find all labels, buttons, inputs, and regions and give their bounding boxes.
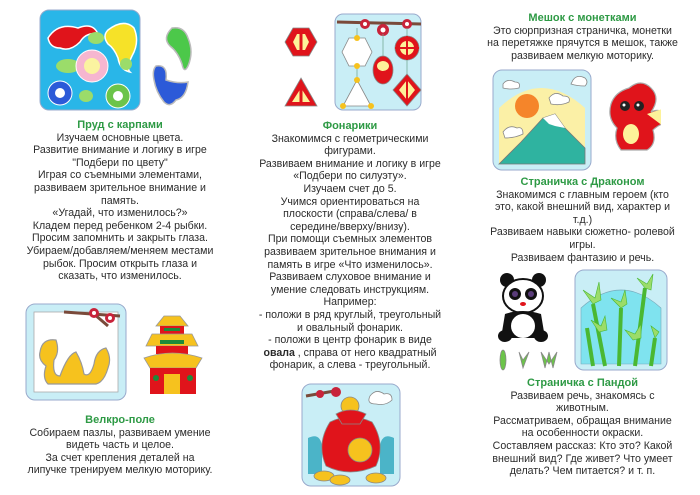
panda-text: Составляем рассказ: Кто это? Какой bbox=[492, 439, 673, 452]
lanterns-text: и овальный фонарик. bbox=[297, 321, 403, 334]
coins-text: развиваем мелкую моторику. bbox=[511, 49, 654, 62]
lanterns-text: Изучаем счет до 5. bbox=[303, 182, 397, 195]
pond-text: Просим запомнить и закрыть глаза. bbox=[32, 232, 208, 245]
coins-text: Это сюрпризная страничка, монетки bbox=[493, 24, 672, 37]
lanterns-text: Знакомимся с геометрическими bbox=[271, 132, 429, 145]
column-middle bbox=[235, 0, 465, 495]
lanterns-section bbox=[235, 120, 465, 372]
dragon-text: Развиваем навыки сюжетно- ролевой bbox=[490, 226, 675, 239]
velcro-text: За счет крепления деталей на bbox=[45, 451, 195, 464]
dragon-text: это, какой внешний вид, характер и bbox=[494, 201, 671, 214]
dragon-page-illustration bbox=[491, 68, 661, 174]
panda-text: делать? Чем питается? и т. п. bbox=[509, 465, 656, 478]
pond-text: рыбок. Просим открыть глаза и bbox=[43, 257, 197, 270]
pond-text: Играя со съемными элементами, bbox=[38, 169, 202, 182]
panda-text: животным. bbox=[556, 402, 609, 415]
coins-section bbox=[465, 12, 700, 62]
column-right bbox=[465, 0, 700, 495]
panda-text: Рассматриваем, обращая внимание bbox=[493, 414, 672, 427]
pond-title: Пруд с карпами bbox=[77, 119, 163, 131]
pond-text: Изучаем основные цвета. bbox=[56, 131, 184, 144]
lanterns-text-mixed bbox=[235, 347, 465, 360]
coins-text: на перетяжке прячутся в мешок, также bbox=[487, 37, 678, 50]
dragon-text: Развиваем фантазию и речь. bbox=[510, 251, 655, 264]
oval-emphasis: овала bbox=[263, 346, 295, 359]
pond-text: Убираем/добавляем/меняем местами bbox=[26, 244, 214, 257]
lanterns-text: умение следовать инструкциям. bbox=[270, 283, 430, 296]
pond-text: "Подбери по цвету" bbox=[72, 156, 168, 169]
pond-text: развиваем зрительное внимание и bbox=[34, 181, 206, 194]
lanterns-text: , справа от него квадратный bbox=[294, 346, 437, 359]
panda-title: Страничка с Пандой bbox=[527, 377, 638, 389]
lanterns-text: «Подбери по силуэту». bbox=[293, 170, 407, 183]
lanterns-text: Учимся ориентироваться на bbox=[280, 195, 420, 208]
pond-illustration bbox=[38, 8, 208, 114]
lanterns-text: Развиваем внимание и логику в игре bbox=[259, 157, 441, 170]
lanterns-text: Например: bbox=[323, 296, 377, 309]
lanterns-text: фигурами. bbox=[324, 145, 376, 158]
pond-text: сказать, что изменилось. bbox=[58, 270, 182, 283]
panda-text: Развиваем речь, знакомясь с bbox=[510, 389, 655, 402]
velcro-text: видеть часть и целое. bbox=[66, 439, 174, 452]
velcro-text: липучке тренируем мелкую моторику. bbox=[27, 464, 213, 477]
pond-text: память. bbox=[101, 194, 139, 207]
lanterns-illustration bbox=[275, 10, 425, 112]
velcro-field-illustration bbox=[24, 302, 214, 402]
lanterns-text: развиваем зрительное внимания и bbox=[264, 245, 436, 258]
lanterns-text: середине/вверху/внизу). bbox=[290, 220, 410, 233]
dragon-text: игры. bbox=[569, 238, 596, 251]
lanterns-text: Развиваем слуховое внимание и bbox=[269, 271, 431, 284]
lanterns-text: - положи в ряд круглый, треугольный bbox=[258, 308, 442, 321]
panda-text: на особенности окраски. bbox=[521, 427, 644, 440]
lanterns-text: плоскости (справа/слева/ в bbox=[283, 208, 417, 221]
lanterns-text: фонарик, а слева - треугольный. bbox=[269, 359, 431, 372]
velcro-section bbox=[0, 414, 240, 477]
panda-page-illustration bbox=[495, 268, 670, 374]
pond-text: Развитие внимание и логику в игре bbox=[33, 144, 207, 157]
velcro-title: Велкро-поле bbox=[85, 414, 155, 426]
lanterns-text: память в игре «Что изменилось». bbox=[267, 258, 433, 271]
panda-section bbox=[465, 377, 700, 478]
lanterns-text: - положи в центр фонарик в виде bbox=[268, 334, 432, 347]
column-left bbox=[0, 0, 240, 495]
pond-section bbox=[0, 119, 240, 283]
coin-bag-illustration bbox=[300, 382, 402, 490]
lanterns-title: Фонарики bbox=[322, 120, 378, 132]
dragon-title: Страничка с Драконом bbox=[520, 176, 645, 188]
pond-text: «Угадай, что изменилось?» bbox=[52, 207, 188, 220]
velcro-text: Собираем пазлы, развиваем умение bbox=[29, 426, 211, 439]
lanterns-text: При помощи съемных элементов bbox=[267, 233, 433, 246]
dragon-text: Знакомимся с главным героем (кто bbox=[496, 188, 669, 201]
coins-title: Мешок с монетками bbox=[528, 12, 637, 24]
pond-text: Кладем перед ребенком 2-4 рыбки. bbox=[32, 219, 208, 232]
dragon-section bbox=[465, 176, 700, 264]
panda-text: внешний вид? Где живет? Что умеет bbox=[492, 452, 673, 465]
dragon-text: т.д.) bbox=[572, 213, 593, 226]
